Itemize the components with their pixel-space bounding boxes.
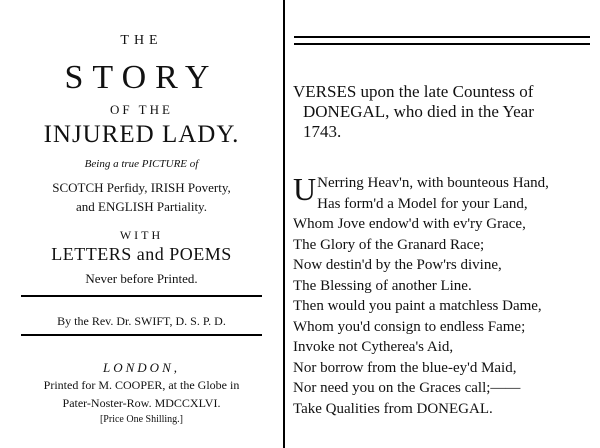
poem-line: Whom you'd consign to endless Fame;: [293, 318, 526, 335]
poem-line: Now destin'd by the Pow'rs divine,: [293, 257, 502, 273]
double-rule-top: [294, 36, 590, 38]
poem-drop-cap: U: [293, 171, 317, 207]
poem-line: Take Qualities from DONEGAL.: [293, 400, 493, 417]
poem-line: The Glory of the Granard Race;: [293, 236, 485, 253]
imprint-london: LONDON,: [103, 360, 180, 375]
poem-heading-line-3: 1743.: [303, 122, 342, 141]
poem-line: Then would you paint a matchless Dame,: [293, 298, 542, 314]
poem-line: Nor borrow from the blue-ey'd Maid,: [293, 359, 517, 376]
poem-line: Has form'd a Model for your Land,: [317, 195, 528, 212]
poem-heading: [293, 82, 593, 142]
poem-line: The Blessing of another Line.: [293, 277, 472, 294]
poem-page: [285, 0, 600, 448]
author-line: By the Rev. Dr. SWIFT, D. S. P. D.: [57, 314, 226, 328]
poem-line-first-text: Nerring Heav'n, with bounteous Hand,: [317, 175, 549, 191]
title-page: [0, 0, 283, 448]
subtitle-scotch: SCOTCH Perfidy, IRISH Poverty,: [52, 180, 231, 195]
title-line-injured-lady: INJURED LADY.: [43, 121, 240, 148]
poem-heading-line-2: DONEGAL, who died in the Year: [303, 102, 534, 121]
title-line-story: STORY: [64, 59, 219, 96]
poem-heading-line-1: VERSES upon the late Countess of: [293, 82, 534, 101]
line-never-printed: Never before Printed.: [85, 271, 198, 286]
title-line-of-the: OF THE: [110, 102, 173, 117]
rule-above-author: [21, 295, 262, 297]
imprint-price: [Price One Shilling.]: [99, 414, 184, 425]
poem-line: Nor need you on the Graces call;——: [293, 380, 521, 396]
subtitle-english: and ENGLISH Partiality.: [76, 199, 207, 214]
line-with: WITH: [119, 228, 164, 242]
rule-below-author: [21, 334, 262, 336]
poem-line: Invoke not Cytherea's Aid,: [293, 339, 454, 355]
imprint-address-date: Pater-Noster-Row. MDCCXLVI.: [62, 396, 221, 410]
poem-line: Whom Jove endow'd with ev'ry Grace,: [293, 216, 526, 232]
line-letters-poems: LETTERS and POEMS: [51, 244, 232, 264]
poem-body: [293, 173, 598, 419]
subtitle-being: Being a true PICTURE of: [84, 158, 199, 170]
double-rule-bottom: [294, 43, 590, 45]
imprint-printer: Printed for M. COOPER, at the Globe in: [43, 378, 240, 392]
title-line-the: THE: [120, 33, 163, 48]
